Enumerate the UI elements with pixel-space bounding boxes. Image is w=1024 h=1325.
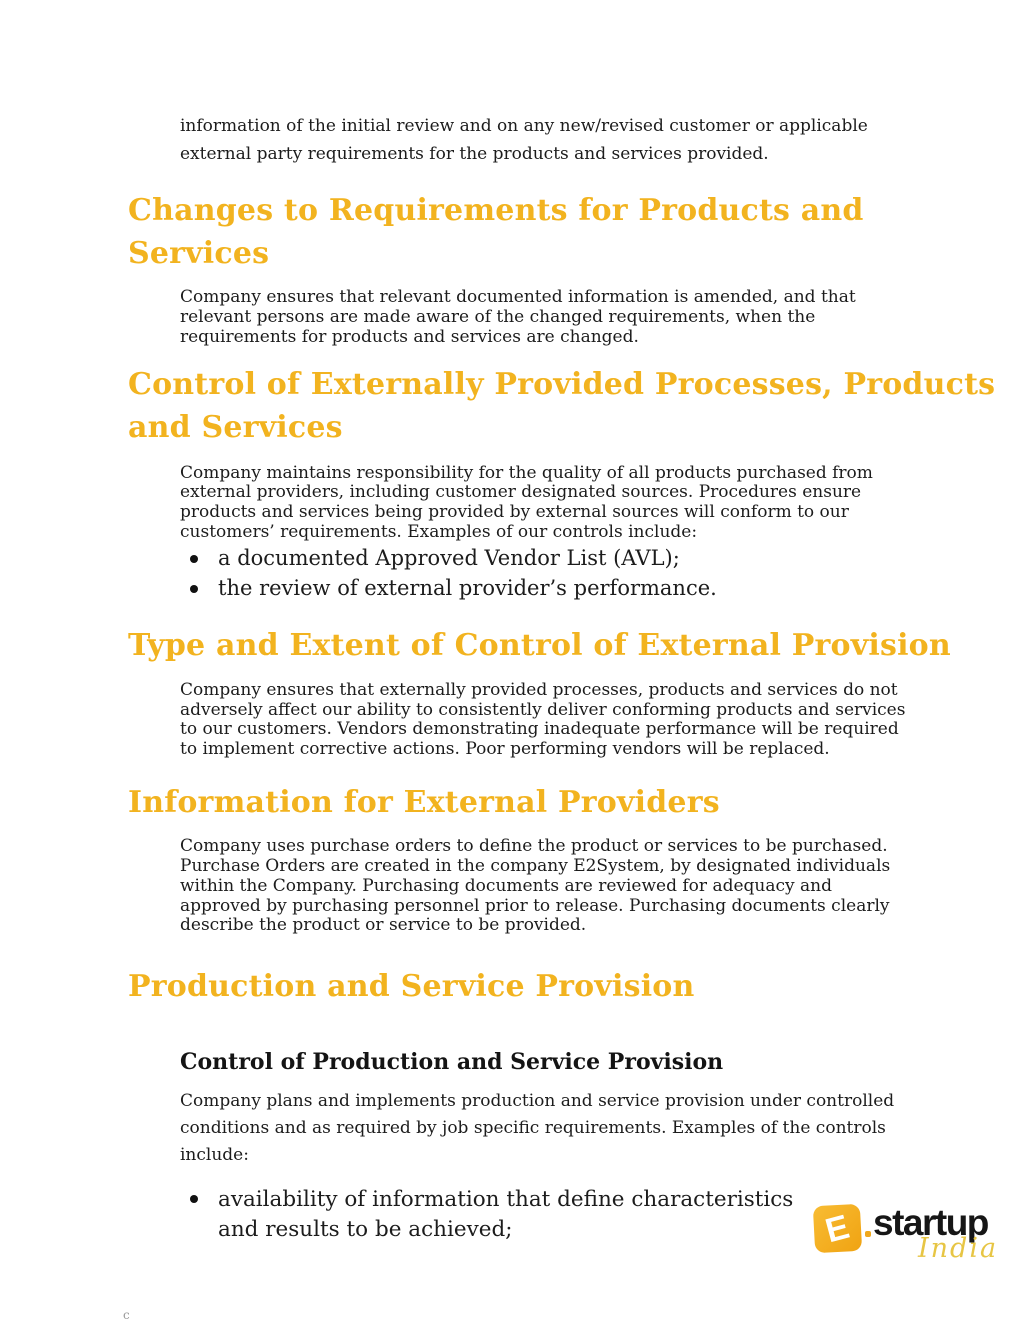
subsection-heading-control-of-production: Control of Production and Service Provision [180,1048,724,1075]
section-heading-production-and-service-provision: Production and Service Provision [128,969,695,1004]
section-paragraph-information-for-external-providers: Company uses purchase orders to define the product or services to be purchased. Purchase Orders are created in the company E2System, by designated individuals within the Company. Purchasing documents are reviewed for adequacy and approved by purchasing personnel prior to release. Purchasing documents clearly describe the product or service to be provided. [180,836,891,936]
section-paragraph-type-and-extent: Company ensures that externally provided processes, products and services do not adversely affect our ability to consistently deliver conforming products and services to our customers. Vendors demonstrating inadequate performance will be required to implement corrective actions. Poor performing vendors will be replaced. [180,679,906,760]
bullet-icon [190,1195,198,1203]
section-heading-control-externally-provided: Control of Externally Provided Processes, Products and Services [128,367,996,446]
list-item [128,545,898,573]
intro-paragraph: information of the initial review and on any new/revised customer or applicable external party requirements for the products and services provided. [180,116,868,165]
list-item [128,575,898,603]
section-paragraph-changes-to-requirements: Company ensures that relevant documented information is amended, and that relevant persons are made aware of the changed requirements, when the requirements for products and services are changed. [180,287,856,347]
bullet-icon [190,555,198,563]
bullet-text: a documented Approved Vendor List (AVL); [218,545,680,570]
section-heading-changes-to-requirements: Changes to Requirements for Products and Services [128,193,864,271]
logo-india-text: India [918,1233,999,1264]
bullet-text: the review of external provider’s performance. [218,576,717,601]
section-heading-type-and-extent: Type and Extent of Control of External Provision [128,628,951,664]
estartup-india-logo [814,1195,999,1275]
logo-e-letter: E [821,1207,854,1250]
section-paragraph-control-externally-provided: Company maintains responsibility for the quality of all products purchased from external providers, including customer designated sources. Procedures ensure products and services being provided by external sources will conform to our customers’ requirements. Examples of our controls include: [180,462,873,542]
list-item [128,1185,808,1246]
section-heading-information-for-external-providers: Information for External Providers [128,784,720,820]
bullet-icon [190,585,198,593]
page-corner-mark: c [123,1308,130,1322]
bullet-text: availability of information that define characteristics and results to be achieved; [218,1186,794,1243]
external-controls-bullet-list [128,545,1004,604]
logo-startup-text: startup [873,1202,988,1243]
logo-dot-icon [865,1231,871,1237]
estartup-logo-e-mark-icon [813,1204,862,1253]
subsection-paragraph-control-of-production: Company plans and implements production and service provision under controlled conditions and as required by job specific requirements. Examples of the controls include: [180,1090,895,1165]
